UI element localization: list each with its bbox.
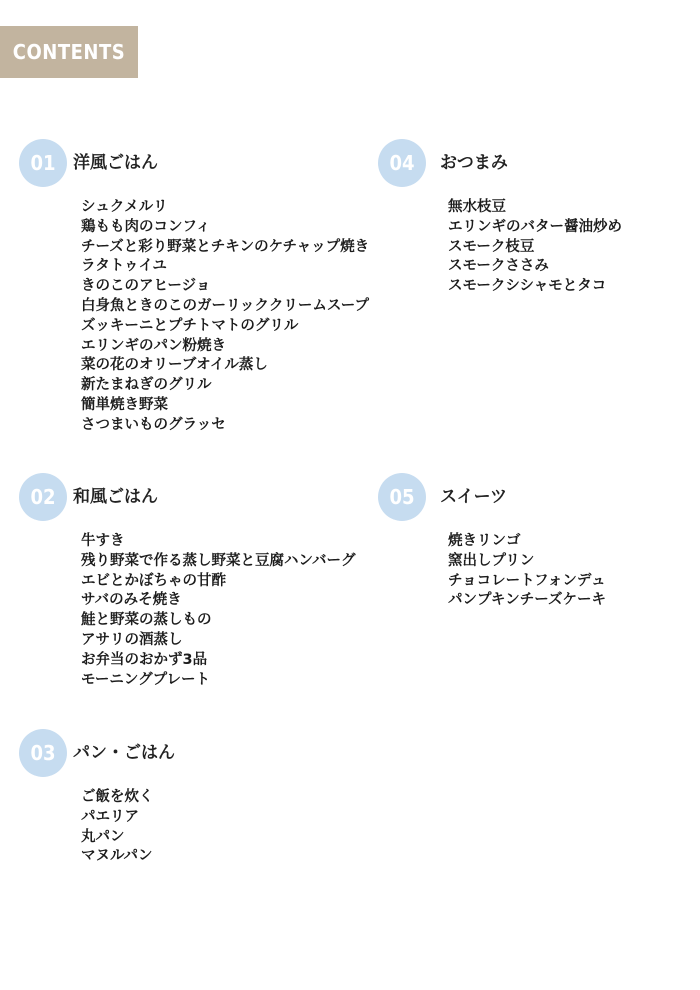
list-item[interactable]: シュクメルリ [81, 199, 168, 215]
list-item[interactable]: モーニングプレート [81, 671, 211, 688]
list-item[interactable]: 残り野菜で作る蒸し野菜と豆腐ハンバーグ [81, 552, 356, 569]
section-heading[interactable] [19, 473, 355, 521]
list-item[interactable]: 簡単焼き野菜 [81, 396, 168, 413]
section-number-badge: 02 [19, 473, 67, 521]
list-item[interactable]: サバのみそ焼き [81, 592, 182, 609]
section-number-badge: 01 [19, 139, 67, 187]
section-01 [19, 139, 369, 436]
section-heading[interactable] [378, 139, 622, 187]
section-03 [19, 729, 175, 867]
list-item[interactable]: スモーク枝豆 [448, 238, 535, 255]
recipe-list [81, 788, 154, 867]
section-number-badge: 04 [378, 139, 426, 187]
list-item[interactable]: 鶏もも肉のコンフィ [81, 218, 211, 235]
list-item[interactable]: スモークささみ [448, 258, 549, 275]
list-item[interactable]: ご飯を炊く [81, 789, 154, 805]
section-heading[interactable] [19, 729, 175, 777]
list-item[interactable]: エリンギのバター醤油炒め [448, 218, 622, 235]
section-title: パン・ごはん [73, 743, 175, 763]
list-item[interactable]: 丸パン [81, 828, 125, 845]
list-item[interactable]: 鮭と野菜の蒸しもの [81, 612, 212, 629]
list-item[interactable]: チーズと彩り野菜とチキンのケチャップ焼き [81, 238, 370, 255]
list-item[interactable]: パエリア [81, 808, 139, 825]
list-item[interactable]: エビとかぼちゃの甘酢 [81, 572, 226, 589]
section-title: 洋風ごはん [73, 153, 158, 173]
section-title: スイーツ [440, 487, 507, 507]
contents-header: CONTENTS [0, 26, 138, 78]
section-heading[interactable] [378, 473, 606, 521]
list-item[interactable]: 新たまねぎのグリル [81, 377, 212, 394]
section-02 [19, 473, 355, 690]
list-item[interactable]: チョコレートフォンデュ [448, 572, 606, 589]
list-item[interactable]: エリンギのパン粉焼き [81, 337, 226, 354]
section-number-badge: 05 [378, 473, 426, 521]
list-item[interactable]: さつまいものグラッセ [81, 416, 226, 433]
section-05 [378, 473, 606, 611]
list-item[interactable]: スモークシシャモとタコ [448, 278, 607, 295]
list-item[interactable]: 牛すき [81, 533, 125, 549]
section-04 [378, 139, 622, 297]
list-item[interactable]: ラタトゥイユ [81, 258, 167, 275]
section-heading[interactable] [19, 139, 369, 187]
recipe-list [448, 532, 606, 611]
list-item[interactable]: 白身魚ときのこのガーリッククリームスープ [81, 297, 369, 314]
list-item[interactable]: お弁当のおかず3品 [81, 651, 208, 668]
list-item[interactable]: 無水枝豆 [448, 199, 506, 215]
list-item[interactable]: 焼きリンゴ [448, 533, 521, 549]
list-item[interactable]: ズッキーニとプチトマトのグリル [81, 317, 299, 334]
list-item[interactable]: パンプキンチーズケーキ [448, 592, 607, 609]
list-item[interactable]: 窯出しプリン [448, 552, 535, 569]
recipe-list [81, 532, 355, 690]
recipe-list [448, 198, 622, 297]
list-item[interactable]: アサリの酒蒸し [81, 631, 183, 648]
section-number-badge: 03 [19, 729, 67, 777]
section-title: おつまみ [440, 153, 508, 173]
list-item[interactable]: 菜の花のオリーブオイル蒸し [81, 357, 268, 374]
section-title: 和風ごはん [73, 487, 158, 507]
list-item[interactable]: マヌルパン [81, 848, 153, 865]
list-item[interactable]: きのこのアヒージョ [81, 278, 211, 295]
recipe-list [81, 198, 369, 436]
